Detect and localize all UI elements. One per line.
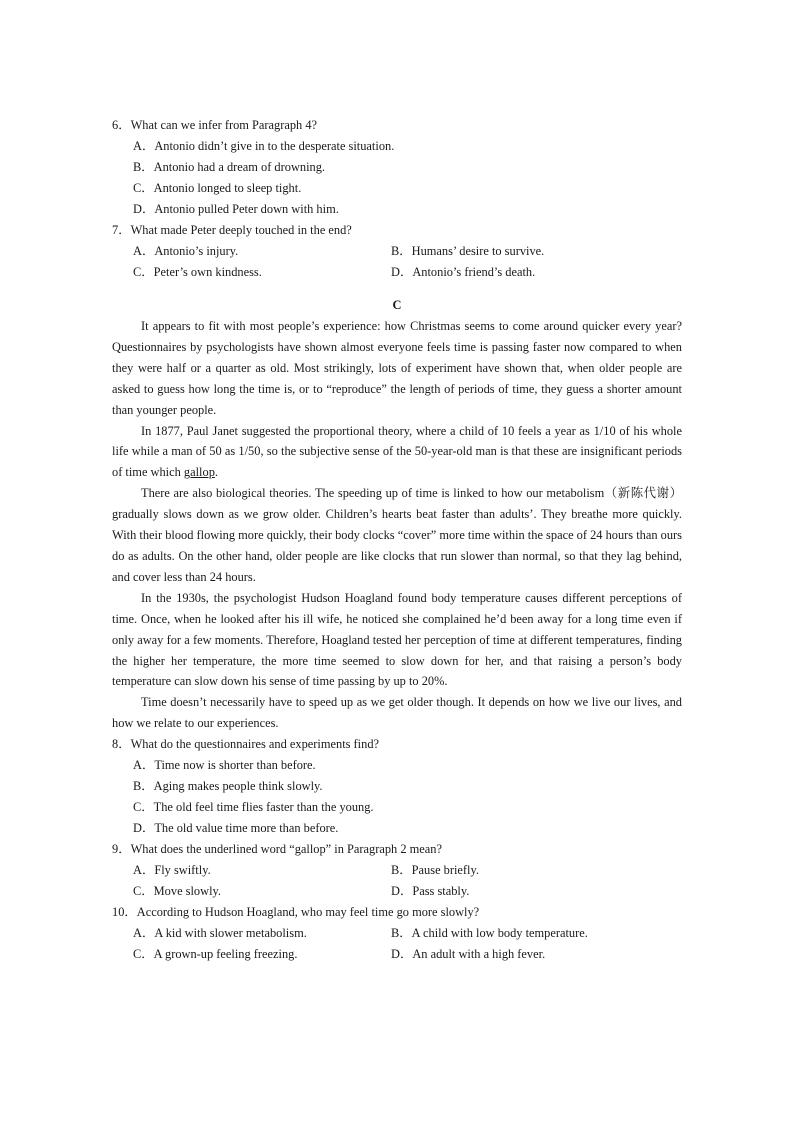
question-7-option-d: D．Antonio’s friend’s death. bbox=[391, 265, 536, 279]
question-6-stem: 6．What can we infer from Paragraph 4? bbox=[112, 118, 318, 132]
question-10-options-row-1 bbox=[112, 923, 682, 944]
question-6-option-c: C．Antonio longed to sleep tight. bbox=[133, 181, 302, 195]
question-8-option-c: C．The old feel time flies faster than the young. bbox=[133, 800, 374, 815]
question-9 bbox=[112, 839, 682, 902]
question-9-option-b: B．Pause briefly. bbox=[391, 863, 479, 878]
question-10-options-row-2 bbox=[112, 944, 682, 965]
passage-paragraph-3: There are also biological theories. The speeding up of time is linked to how our metabolism（新陈代谢）gradually slows down as we grow older. Children’s hearts beat faster than adults’. They breathe more quickly. With their blood flowing more quickly, their body clocks “cover” more time within the space of 24 hours than ours do as adults. On the other hand, older people are like clocks that run slower than normal, so that they lag behind, and cover less than 24 hours. bbox=[112, 486, 682, 584]
question-9-options-row-2 bbox=[112, 881, 682, 902]
question-7-options-row-2 bbox=[112, 262, 682, 283]
passage-paragraph-2-text: In 1877, Paul Janet suggested the proportional theory, where a child of 10 feels a year as 1/10 of his whole life while a man of 50 as 1/50, so the subjective sense of the 50-year-old man is that these are insignificant periods of time which bbox=[112, 423, 682, 480]
passage-paragraph-5: Time doesn’t necessarily have to speed up as we get older though. It depends on how we live our lives, and how we relate to our experiences. bbox=[112, 695, 682, 731]
question-6-option-a: A．Antonio didn’t give in to the desperate situation. bbox=[133, 139, 395, 153]
question-8 bbox=[112, 734, 682, 839]
question-9-option-c: C．Move slowly. bbox=[133, 884, 221, 899]
exam-page bbox=[112, 115, 682, 965]
question-8-option-d: D．The old value time more than before. bbox=[133, 821, 339, 836]
question-6 bbox=[112, 115, 682, 220]
passage-paragraph-2 bbox=[112, 421, 682, 484]
passage-paragraph-1: It appears to fit with most people’s experience: how Christmas seems to come around quicker every year? Questionnaires by psychologists have shown almost everyone feels time is passing faster now compared to when they were half or a quarter as old. Most strikingly, lots of experiment have shown that, when older people are asked to guess how long the time is, or to “reproduce” the length of periods of time, they guess a shorter amount than younger people. bbox=[112, 319, 682, 417]
passage-paragraph-2-end: . bbox=[214, 465, 219, 480]
question-7-stem: 7．What made Peter deeply touched in the end? bbox=[112, 223, 352, 237]
question-9-options-row-1 bbox=[112, 860, 682, 881]
question-10-option-c: C．A grown-up feeling freezing. bbox=[133, 947, 298, 962]
question-6-option-d: D．Antonio pulled Peter down with him. bbox=[133, 202, 339, 216]
question-9-option-a: A．Fly swiftly. bbox=[133, 863, 211, 878]
question-7-options-row-1 bbox=[112, 241, 682, 262]
passage-paragraph-4: In the 1930s, the psychologist Hudson Hoagland found body temperature causes different perceptions of time. Once, when he looked after his ill wife, he noticed she complained he’d been away for a long time even if only away for a few moments. Therefore, Hoagland tested her perception of time at different temperatures, finding the higher her temperature, the more time seemed to slow down for her, and that raising a person’s body temperature can slow down his sense of time passing by up to 20%. bbox=[112, 590, 682, 689]
section-title: C bbox=[392, 298, 402, 312]
question-10-stem: 10．According to Hudson Hoagland, who may feel time go more slowly? bbox=[112, 905, 480, 920]
question-8-option-b: B．Aging makes people think slowly. bbox=[133, 779, 323, 794]
question-10-option-a: A．A kid with slower metabolism. bbox=[133, 926, 307, 941]
reading-passage bbox=[112, 316, 682, 734]
question-9-stem: 9．What does the underlined word “gallop” in Paragraph 2 mean? bbox=[112, 842, 442, 857]
question-10 bbox=[112, 902, 682, 965]
question-6-option-b: B．Antonio had a dream of drowning. bbox=[133, 160, 326, 174]
question-7-option-c: C．Peter’s own kindness. bbox=[133, 265, 262, 279]
underlined-word-gallop: gallop bbox=[183, 465, 215, 480]
question-8-option-a: A．Time now is shorter than before. bbox=[133, 758, 316, 773]
question-9-option-d: D．Pass stably. bbox=[391, 884, 470, 899]
question-10-option-b: B．A child with low body temperature. bbox=[391, 926, 588, 941]
question-7-option-b: B．Humans’ desire to survive. bbox=[391, 244, 545, 258]
question-10-option-d: D．An adult with a high fever. bbox=[391, 947, 546, 962]
question-7 bbox=[112, 220, 682, 283]
question-7-option-a: A．Antonio’s injury. bbox=[133, 244, 239, 258]
question-8-stem: 8．What do the questionnaires and experiments find? bbox=[112, 737, 380, 752]
